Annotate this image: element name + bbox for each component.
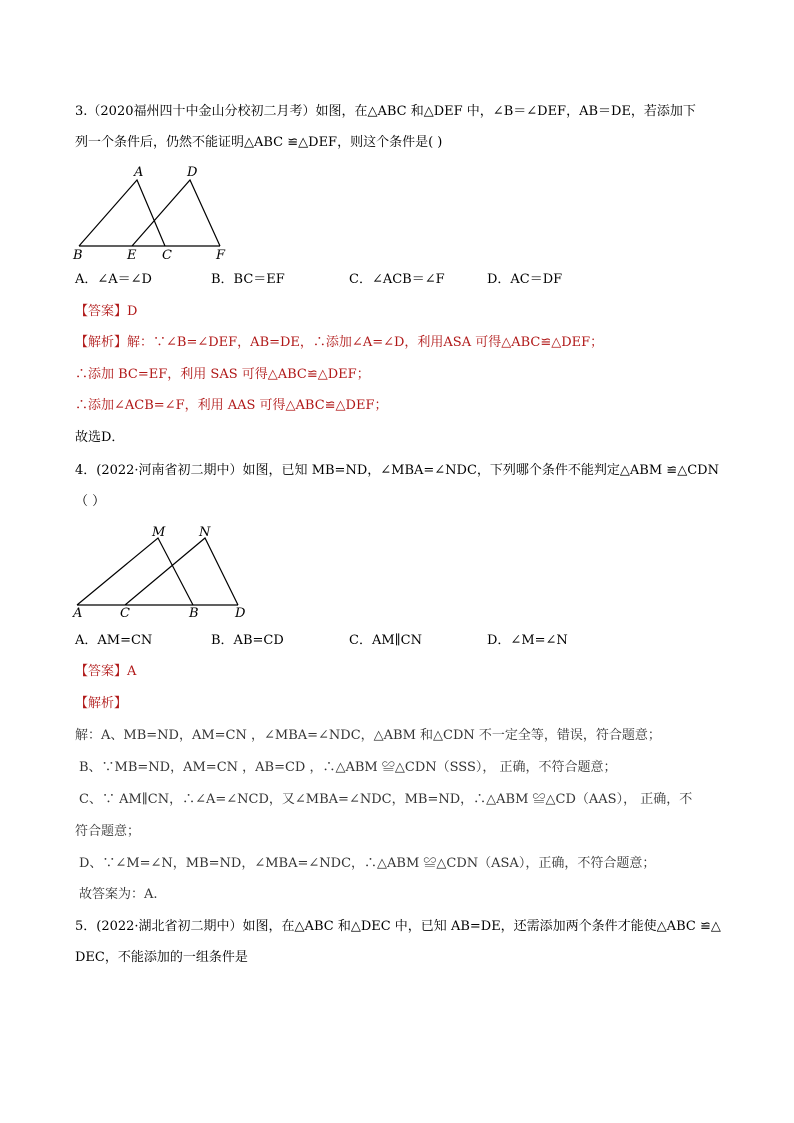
q3-option-c: C．∠ACB＝∠F (349, 272, 445, 287)
q4-triangle-abm (77, 538, 193, 605)
q3-stem-line1: 3.（2020福州四十中金山分校初二月考）如图，在△ABC 和△DEF 中，∠B＝∠DEF，AB＝DE，若添加下 (75, 104, 696, 119)
q4-option-a: A．AM=CN (75, 633, 153, 648)
q4-label-m: M (152, 525, 166, 540)
q3-option-a: A．∠A＝∠D (75, 272, 152, 287)
q4-stem-line1: 4．(2022·河南省初二期中）如图，已知 MB=ND，∠MBA=∠NDC，下列哪个条件不能判定△ABM ≌△CDN (75, 463, 719, 478)
q3-analysis-text1: 解：∵∠B=∠DEF，AB=DE，∴添加∠A=∠D，利用ASA 可得△ABC≌△DEF； (127, 335, 604, 350)
q4-analysis-c-line2: 符合题意； (75, 824, 141, 839)
q4-label-b: B (189, 606, 199, 619)
q4-triangles-figure (70, 525, 255, 619)
q4-option-b: B．AB=CD (211, 633, 284, 648)
q3-label-c: C (162, 248, 172, 263)
q4-label-c: C (120, 606, 130, 619)
q3-option-b: B．BC＝EF (211, 272, 285, 287)
q3-stem-line2: 列一个条件后，仍然不能证明△ABC ≌△DEF，则这个条件是( ) (75, 135, 443, 150)
q3-analysis-line1 (75, 334, 603, 352)
q3-triangle-def (132, 180, 220, 246)
q4-analysis-tag: 【解析】 (75, 696, 128, 711)
q3-triangle-abc (79, 180, 165, 246)
q3-label-b: B (73, 248, 83, 263)
q3-label-f: F (216, 248, 226, 263)
q4-label-n: N (199, 525, 211, 540)
q4-triangle-cdn (125, 538, 238, 605)
q5-stem-line1: 5．(2022·湖北省初二期中）如图，在△ABC 和△DEC 中，已知 AB=DE，还需添加两个条件才能使△ABC ≌△ (75, 919, 721, 934)
q4-label-a: A (73, 606, 83, 619)
q3-triangles-figure (70, 160, 240, 264)
q3-label-a: A (134, 165, 144, 180)
q3-analysis-line2: ∴添加 BC=EF，利用 SAS 可得△ABC≌△DEF； (75, 367, 370, 382)
q3-answer: 【答案】D (75, 304, 138, 319)
q4-stem-line2: （ ） (75, 494, 106, 509)
q4-conclusion: 故答案为：A. (79, 887, 158, 902)
q4-answer: 【答案】A (75, 664, 137, 679)
q3-option-d: D．AC＝DF (487, 272, 563, 287)
q4-label-d: D (235, 606, 246, 619)
q3-label-e: E (127, 248, 137, 263)
q4-option-c: C．AM∥CN (349, 633, 422, 648)
q4-option-d: D．∠M=∠N (487, 633, 568, 648)
q3-options (75, 271, 715, 289)
q3-label-d: D (187, 165, 198, 180)
q5-stem-line2: DEC，不能添加的一组条件是 (75, 950, 248, 965)
q4-analysis-b: B、∵MB=ND，AM=CN ，AB=CD ，∴△ABM ≌△CDN（SSS）， 正确，不符合题意； (79, 760, 617, 775)
q4-options (75, 632, 715, 650)
q3-conclusion: 故选D． (75, 430, 125, 445)
q4-analysis-d: D、∵∠M=∠N，MB=ND，∠MBA=∠NDC，∴△ABM ≌△CDN（ASA），正确，不符合题意； (79, 856, 656, 871)
q3-analysis-tag: 【解析】 (75, 335, 128, 350)
q3-analysis-line3: ∴添加∠ACB=∠F，利用 AAS 可得△ABC≌△DEF； (75, 398, 388, 413)
q4-analysis-c-line1: C、∵ AM∥CN，∴∠A=∠NCD，又∠MBA=∠NDC，MB=ND，∴△ABM ≌△CD（AAS）， 正确，不 (79, 792, 693, 807)
q4-analysis-a: 解：A、MB=ND，AM=CN ，∠MBA=∠NDC，△ABM 和△CDN 不一定全等，错误，符合题意； (75, 728, 661, 743)
